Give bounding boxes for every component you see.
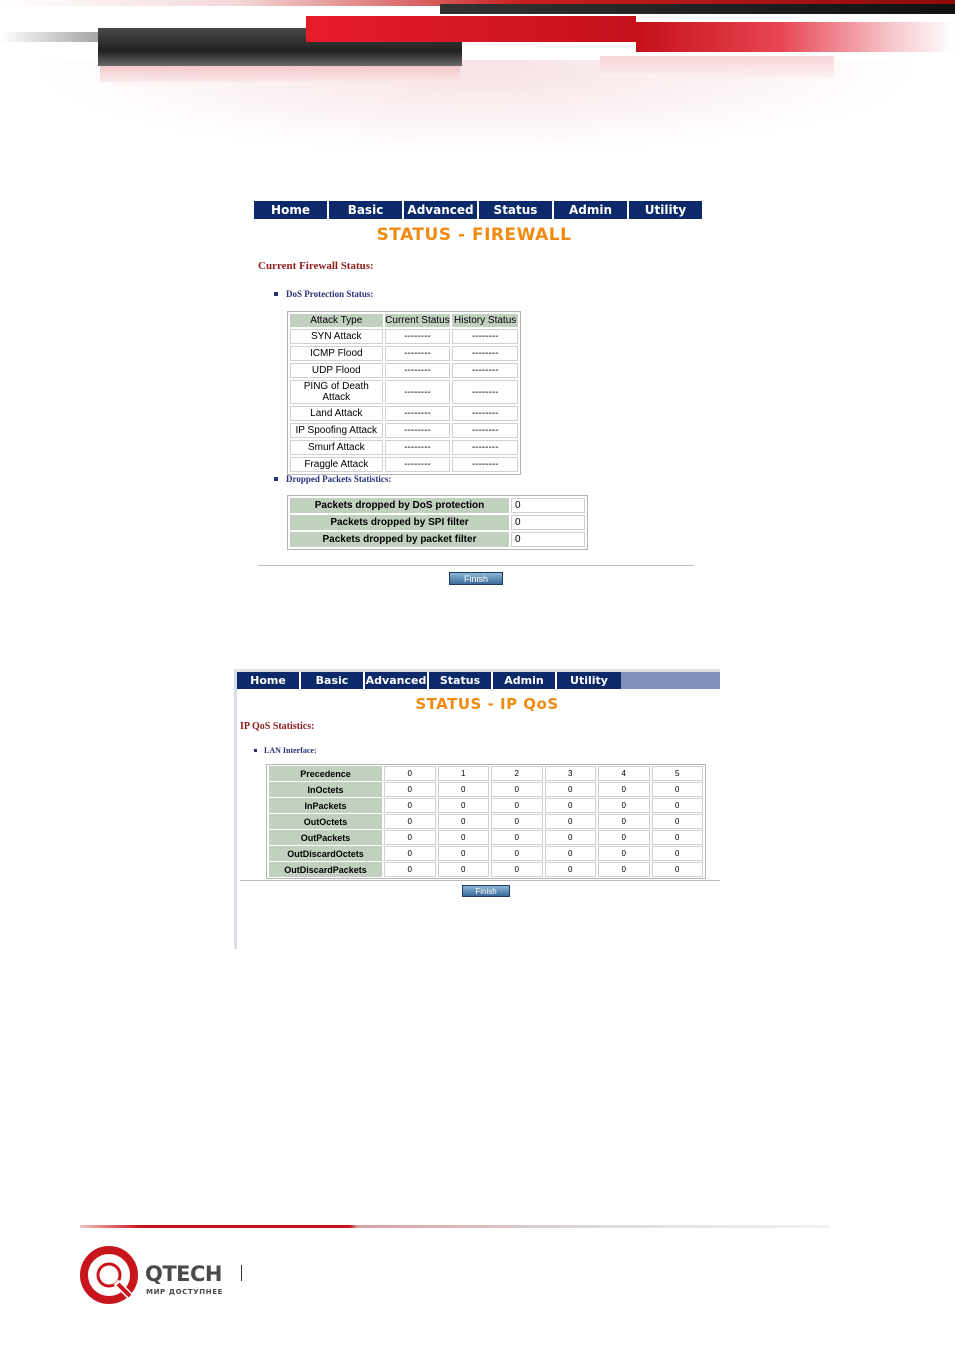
brand-slogan: МИР ДОСТУПНЕЕ	[146, 1288, 223, 1296]
bullet-icon	[274, 477, 278, 481]
table-row: InPackets 0 0 0 0 0 0	[269, 798, 703, 813]
table-row: IP Spoofing Attack -------- --------	[290, 423, 518, 438]
table-row: PING of Death Attack -------- --------	[290, 380, 518, 404]
bullet-icon	[274, 292, 278, 296]
nav-home[interactable]: Home	[237, 672, 301, 689]
nav-basic[interactable]: Basic	[301, 672, 365, 689]
section-title: IP QoS Statistics:	[240, 721, 315, 732]
nav-status[interactable]: Status	[479, 201, 554, 219]
nav-advanced[interactable]: Advanced	[404, 201, 479, 219]
table-row: Fraggle Attack -------- --------	[290, 457, 518, 472]
nav-utility[interactable]: Utility	[557, 672, 621, 689]
finish-button[interactable]: Finish	[449, 572, 503, 585]
firewall-status-screenshot	[254, 201, 702, 584]
dropped-packets-table	[287, 495, 588, 550]
nav-home[interactable]: Home	[254, 201, 329, 219]
lan-heading: LAN Interface:	[254, 746, 317, 755]
finish-button[interactable]: Finish	[462, 885, 510, 897]
divider	[258, 565, 694, 566]
footer-separator	[241, 1265, 242, 1281]
table-row: SYN Attack -------- --------	[290, 329, 518, 344]
dos-status-table	[287, 311, 521, 475]
divider	[240, 880, 720, 881]
table-row: OutDiscardOctets 0 0 0 0 0 0	[269, 846, 703, 861]
nav-admin[interactable]: Admin	[493, 672, 557, 689]
decorative-header	[0, 0, 955, 160]
table-row: Land Attack -------- --------	[290, 406, 518, 421]
column-header: Attack Type	[290, 314, 383, 327]
section-title: Current Firewall Status:	[258, 260, 374, 272]
table-row: OutPackets 0 0 0 0 0 0	[269, 830, 703, 845]
table-row: OutDiscardPackets 0 0 0 0 0 0	[269, 862, 703, 877]
table-row: Precedence 0 1 2 3 4 5	[269, 766, 703, 781]
table-row: InOctets 0 0 0 0 0 0	[269, 782, 703, 797]
brand-name: QTECH	[145, 1262, 223, 1286]
qtech-logo-icon	[80, 1246, 138, 1304]
column-header: Current Status	[385, 315, 450, 326]
bullet-icon	[254, 749, 257, 752]
page-title: STATUS - IP QoS	[415, 695, 559, 713]
nav-admin[interactable]: Admin	[554, 201, 629, 219]
page-title: STATUS - FIREWALL	[376, 225, 572, 245]
table-row: Packets dropped by DoS protection 0	[290, 498, 585, 513]
nav-advanced[interactable]: Advanced	[365, 672, 429, 689]
nav-basic[interactable]: Basic	[329, 201, 404, 219]
table-row: UDP Flood -------- --------	[290, 363, 518, 378]
top-nav	[237, 672, 621, 689]
ip-qos-status-screenshot	[234, 669, 720, 949]
nav-status[interactable]: Status	[429, 672, 493, 689]
table-row: Smurf Attack -------- --------	[290, 440, 518, 455]
column-header: History Status	[454, 315, 517, 326]
table-row: ICMP Flood -------- --------	[290, 346, 518, 361]
top-nav	[254, 201, 702, 219]
dos-heading: DoS Protection Status:	[274, 289, 373, 299]
table-row: OutOctets 0 0 0 0 0 0	[269, 814, 703, 829]
qos-stats-table	[266, 764, 706, 879]
footer-divider	[80, 1225, 830, 1228]
table-row: Packets dropped by SPI filter 0	[290, 515, 585, 530]
dropped-heading: Dropped Packets Statistics:	[274, 474, 391, 484]
table-row: Packets dropped by packet filter 0	[290, 532, 585, 547]
nav-utility[interactable]: Utility	[629, 201, 702, 219]
